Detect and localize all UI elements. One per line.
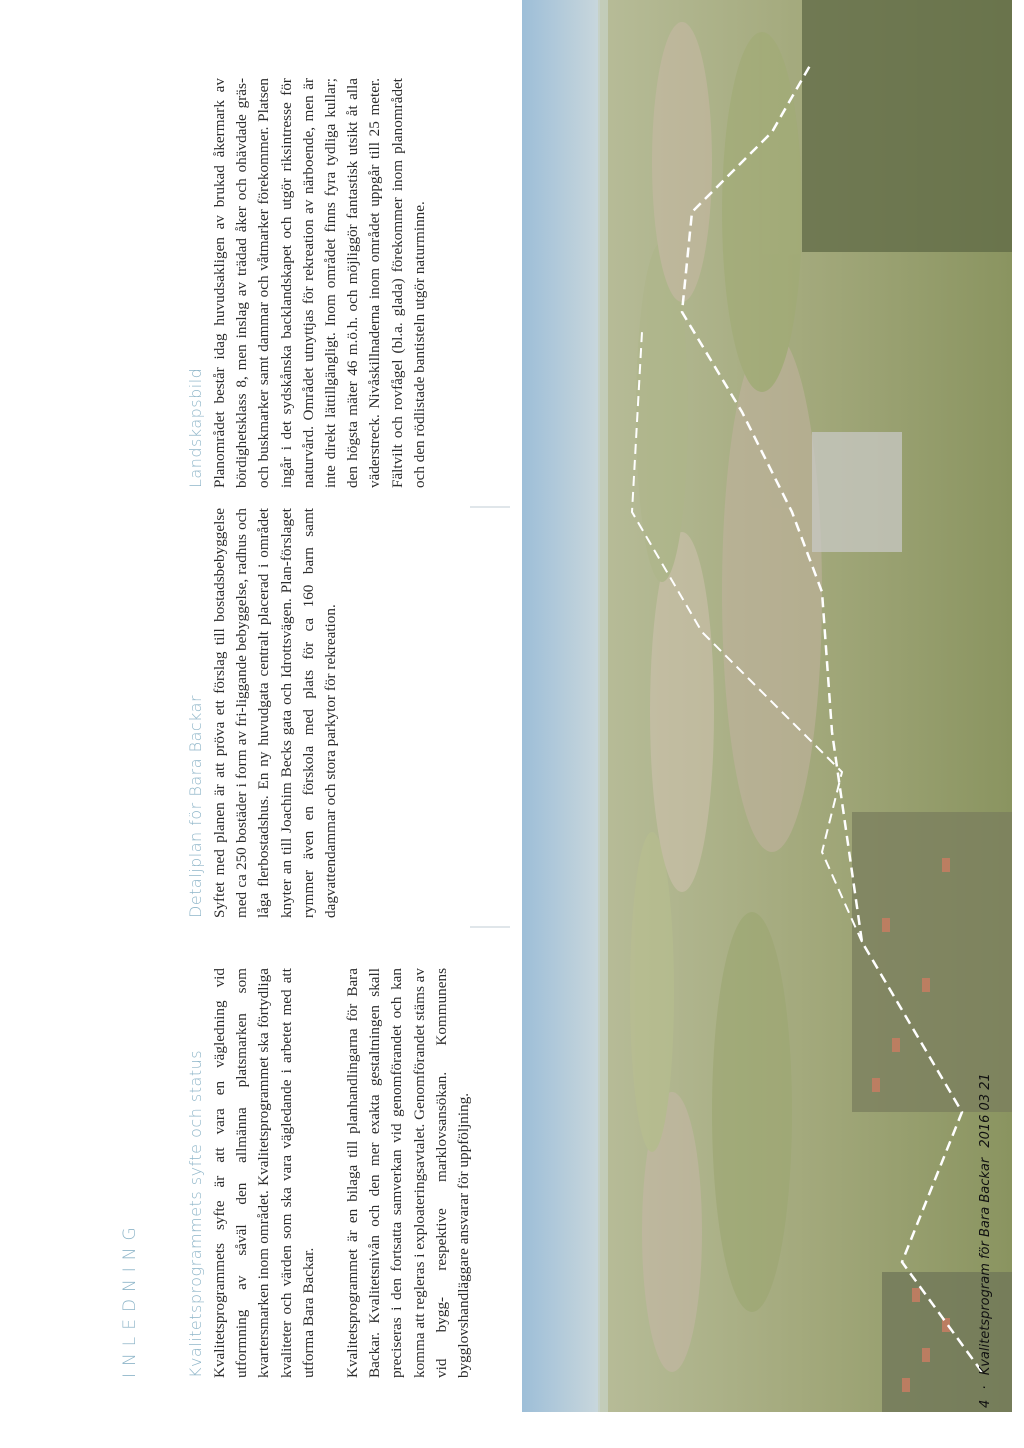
paragraph: Kvalitetsprogrammet är en bilaga till planhandlingarna för Bara Backar. Kvalitetsnivån och den mer exakta gestaltningen skall preciseras i den fortsatta samverkan vid genomförandet och kan komma att regleras i exploateringsavtalet. Genomförandet stäms av vid bygg- respektive marklovsansökan. Kommunens bygglovshandläggare ansvarar för uppföljning. (344, 968, 473, 1378)
footer-date: 2016 03 21 (978, 1073, 993, 1148)
aerial-photo-graphic (522, 0, 1012, 1412)
aerial-photo (522, 0, 1012, 1412)
paragraph: Kvalitetsprogrammets syfte är att vara en vägledning vid utformning av såväl den allmänna platsmarken som kvartersmarken inom området. Kvalitetsprogrammet ska förtydliga kvaliteter och värden som ska vara vägledande i arbetet med att utforma Bara Backar. (211, 968, 317, 1378)
column-divider (470, 926, 510, 928)
footer-separator: · (978, 1385, 993, 1390)
paragraph: Planområdet består idag huvudsakligen av brukad åkermark av bördighetsklass 8, men inslag av trädad åker och ohävdade gräs- och buskmarker samt dammar och våtmarker förekommer. Platsen ingår i det sydskånska backlandskapet och utgör riksintresse för naturvård. Området utnyttjas för rekreation av närboende, men är inte direkt lättillgängligt. Inom området finns fyra tydliga kullar; den högsta mäter 46 m.ö.h. och möjliggör fantastisk utsikt åt alla väderstreck. Nivåskillnaderna inom området uppgår till 25 meter. Fältvilt och rovfågel (bl.a. glada) förekommer inom planområdet och den rödlistade bantisteln utgör naturminne. (211, 78, 428, 488)
paragraph: Syftet med planen är att pröva ett förslag till bostadsbebyggelse med ca 250 bostäder i form av fri-liggande bebyggelse, radhus och låga flerbostadshus. En ny huvudgata centralt placerad i området knyter an till Joachim Becks gata och Idrottsvägen. Plan-förslaget rymmer även en förskola med plats för ca 160 barn samt dagvattendammar och stora parkytor för rekreation. (211, 508, 340, 918)
page-number: 4 (978, 1399, 993, 1408)
section-heading: Landskapsbild (186, 367, 205, 488)
footer-title: Kvalitetsprogram för Bara Backar (978, 1157, 993, 1376)
section-heading: Kvalitetsprogrammets syfte och status (186, 1049, 205, 1378)
section-landskapsbild (186, 78, 431, 488)
chapter-title: INLEDNING (120, 1220, 140, 1378)
section-heading: Detaljplan för Bara Backar (186, 694, 205, 918)
page-footer (978, 1067, 993, 1408)
section-syfte (186, 968, 475, 1378)
column-divider (470, 506, 510, 508)
section-detaljplan (186, 508, 342, 918)
